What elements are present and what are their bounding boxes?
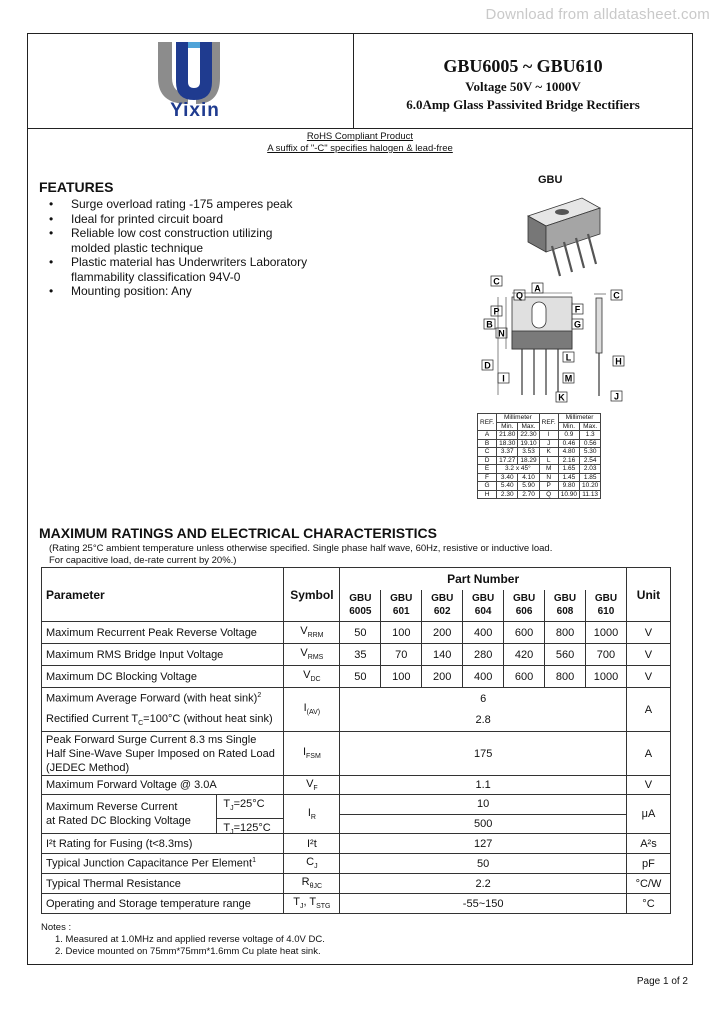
param-vf: Maximum Forward Voltage @ 3.0A (42, 776, 284, 795)
package-drawing (476, 190, 676, 405)
value-vrrm: 1000 (585, 622, 626, 644)
dim-row: B 18.30 19.10 J 0.46 0.56 (478, 439, 601, 448)
part-number-cell: GBU 606 (504, 590, 545, 622)
dim-label-g: G (573, 319, 582, 330)
header-parameter: Parameter (42, 568, 284, 622)
dim-ref-header: REF. (478, 414, 497, 431)
value-vdc: 400 (463, 666, 504, 688)
dim-max-header: Max. (518, 422, 539, 431)
feature-continuation: molded plastic technique (71, 240, 204, 255)
product-description: 6.0Amp Glass Passivited Bridge Rectifiers (406, 97, 640, 112)
symbol-vdc: $V_{DC}$ (284, 666, 340, 688)
dim-label-c: C (493, 276, 500, 287)
dim-mm-header: Millimeter (497, 414, 540, 423)
dim-ref-header: REF. (539, 414, 558, 431)
value-iav-2: 2.8 (340, 710, 627, 732)
unit-cj: pF (626, 854, 670, 874)
ratings-note-line1: (Rating 25°C ambient temperature unless otherwise specified. Single phase half wave, 60Hz, resistive or inductive load. (49, 543, 553, 554)
param-iav-line1: Maximum Average Forward (with heat sink)$^2$ (42, 688, 284, 710)
dim-label-a: A (534, 283, 541, 294)
symbol-i2t: I²t (284, 834, 340, 854)
value-rth: 2.2 (340, 874, 627, 894)
dim-row: F 3.40 4.10 N 1.45 1.85 (478, 473, 601, 482)
unit-ir: μA (626, 795, 670, 834)
dim-min-header: Min. (558, 422, 579, 431)
feature-item (49, 226, 307, 241)
header-symbol: Symbol (284, 568, 340, 622)
notes (41, 922, 325, 958)
dim-label-k: K (558, 392, 565, 403)
page-number: Page 1 of 2 (636, 976, 688, 987)
feature-item (49, 197, 307, 212)
symbol-vrrm: $V_{RRM}$ (284, 622, 340, 644)
symbol-tj: $T_J$, $T_{STG}$ (284, 894, 340, 914)
param-vrrm: Maximum Recurrent Peak Reverse Voltage (42, 622, 284, 644)
bullet-icon: • (49, 255, 54, 269)
part-number-cell: GBU 604 (463, 590, 504, 622)
value-vrms: 140 (422, 644, 463, 666)
value-vrms: 70 (381, 644, 422, 666)
value-vrms: 280 (463, 644, 504, 666)
unit-ifsm: A (626, 732, 670, 776)
value-vdc: 1000 (585, 666, 626, 688)
watermark: Download from alldatasheet.com (485, 6, 710, 23)
unit-vrrm: V (626, 622, 670, 644)
dimension-table (477, 413, 601, 499)
value-vrms: 700 (585, 644, 626, 666)
unit-i2t: A²s (626, 834, 670, 854)
feature-item (49, 255, 307, 270)
value-vdc: 200 (422, 666, 463, 688)
dim-label-m: M (564, 373, 573, 384)
dim-row: D 17.27 18.29 L 2.16 2.54 (478, 456, 601, 465)
unit-vf: V (626, 776, 670, 795)
part-number-cell: GBU 6005 (340, 590, 381, 622)
dim-label-h: H (615, 356, 622, 367)
value-i2t: 127 (340, 834, 627, 854)
value-ifsm: 175 (340, 732, 627, 776)
param-ifsm: Peak Forward Surge Current 8.3 ms Single Half Sine-Wave Super Imposed on Rated Load (JEDEC Method) (42, 732, 284, 776)
bullet-icon: • (49, 211, 54, 226)
value-vf: 1.1 (340, 776, 627, 795)
value-vrrm: 50 (340, 622, 381, 644)
bullet-icon: • (49, 197, 54, 211)
value-vrms: 560 (545, 644, 586, 666)
dim-min-header: Min. (497, 422, 518, 431)
ratings-heading: MAXIMUM RATINGS AND ELECTRICAL CHARACTERISTICS (39, 525, 437, 541)
note-1: 1. Measured at 1.0MHz and applied reverse voltage of 4.0V DC. (55, 934, 325, 945)
logo-text: Yixin (170, 100, 220, 121)
param-vrms: Maximum RMS Bridge Input Voltage (42, 644, 284, 666)
ratings-note-line2: For capacitive load, de-rate current by 20%.) (49, 555, 237, 566)
dim-label-q: Q (515, 290, 524, 301)
feature-text: Surge overload rating -175 amperes peak (71, 197, 293, 211)
dim-row: C 3.37 3.53 K 4.80 5.30 (478, 448, 601, 457)
unit-vrms: V (626, 644, 670, 666)
dim-row: G 5.40 5.90 P 9.80 10.20 (478, 482, 601, 491)
header-divider (27, 128, 693, 129)
dim-row: A 21.80 22.30 I 0.9 1.3 (478, 431, 601, 440)
feature-text: Plastic material has Underwriters Laboratory (71, 255, 308, 269)
bullet-icon: • (49, 284, 54, 298)
value-ir: 10 500 (340, 795, 627, 834)
symbol-rth: $R_{\theta JC}$ (284, 874, 340, 894)
value-vdc: 50 (340, 666, 381, 688)
feature-text: Ideal for printed circuit board (71, 211, 224, 226)
unit-iav: A (626, 688, 670, 732)
value-vrms: 35 (340, 644, 381, 666)
notes-title: Notes : (41, 922, 72, 933)
dim-row: E 3.2 x 45° M 1.65 2.03 (478, 465, 601, 474)
param-vdc: Maximum DC Blocking Voltage (42, 666, 284, 688)
param-cj: Typical Junction Capacitance Per Element$^1$ (42, 854, 284, 874)
part-number-cell: GBU 602 (422, 590, 463, 622)
dim-label-p: P (493, 306, 500, 317)
dim-row: H 2.30 2.70 Q 10.90 11.13 (478, 490, 601, 499)
value-vdc: 600 (504, 666, 545, 688)
rohs-notice (27, 131, 693, 155)
note-2: 2. Device mounted on 75mm*75mm*1.6mm Cu plate heat sink. (55, 946, 321, 957)
value-vrrm: 800 (545, 622, 586, 644)
rohs-line1: RoHS Compliant Product (306, 131, 414, 142)
value-iav-1: 6 (340, 688, 627, 710)
feature-item (49, 212, 307, 227)
bullet-icon: • (49, 226, 54, 240)
value-vdc: 100 (381, 666, 422, 688)
value-vdc: 800 (545, 666, 586, 688)
symbol-ir: $I_R$ (284, 795, 340, 834)
unit-tj: °C (626, 894, 670, 914)
dim-label-b: B (486, 319, 493, 330)
symbol-vrms: $V_{RMS}$ (284, 644, 340, 666)
part-number-cell: GBU 608 (545, 590, 586, 622)
feature-continuation: flammability classification 94V-0 (71, 269, 241, 284)
part-number-cell: GBU 610 (585, 590, 626, 622)
package-outline-icon (512, 297, 602, 396)
product-title: GBU6005 ~ GBU610 (443, 56, 603, 76)
value-vrms: 420 (504, 644, 545, 666)
value-cj: 50 (340, 854, 627, 874)
value-vrrm: 400 (463, 622, 504, 644)
rohs-line2: A suffix of "-C" specifies halogen & lead-free (267, 143, 453, 154)
package-3d-icon (528, 198, 600, 276)
dim-label-f: F (574, 304, 581, 315)
features-list (49, 197, 307, 299)
param-tj: Operating and Storage temperature range (42, 894, 284, 914)
symbol-iav: $I_{(AV)}$ (284, 688, 340, 732)
feature-item (49, 284, 307, 299)
dim-label-l: L (565, 352, 572, 363)
value-vrrm: 200 (422, 622, 463, 644)
param-iav-line2: Rectified Current $T_C=100^\circ C$ (without heat sink) (42, 710, 284, 732)
value-tj: -55~150 (340, 894, 627, 914)
part-number-cell: GBU 601 (381, 590, 422, 622)
value-vrrm: 100 (381, 622, 422, 644)
title-block (353, 56, 693, 113)
dim-label-n: N (498, 328, 505, 339)
param-i2t: I²t Rating for Fusing (t<8.3ms) (42, 834, 284, 854)
symbol-vf: $V_F$ (284, 776, 340, 795)
package-name: GBU (538, 174, 563, 186)
unit-vdc: V (626, 666, 670, 688)
feature-text: Mounting position: Any (71, 284, 192, 298)
symbol-cj: $C_J$ (284, 854, 340, 874)
unit-rth: °C/W (626, 874, 670, 894)
header-part-number: Part Number (340, 568, 627, 590)
dim-label-j: J (613, 391, 620, 402)
value-vrrm: 600 (504, 622, 545, 644)
header-unit: Unit (626, 568, 670, 622)
dim-label-c2: C (613, 290, 620, 301)
features-heading: FEATURES (39, 179, 114, 195)
feature-text: Reliable low cost construction utilizing (71, 226, 273, 240)
dim-label-d: D (484, 360, 491, 371)
param-rth: Typical Thermal Resistance (42, 874, 284, 894)
dim-label-i: I (502, 373, 505, 384)
voltage-range: Voltage 50V ~ 1000V (465, 79, 581, 94)
symbol-ifsm: $I_{FSM}$ (284, 732, 340, 776)
dim-mm-header: Millimeter (558, 414, 601, 423)
dim-max-header: Max. (580, 422, 601, 431)
ratings-note (49, 543, 552, 567)
param-ir: Maximum Reverse Current at Rated DC Blocking Voltage $T_J=25^\circ C$ $T_J=125^\circ C$ (42, 795, 284, 834)
ratings-table (41, 567, 671, 914)
